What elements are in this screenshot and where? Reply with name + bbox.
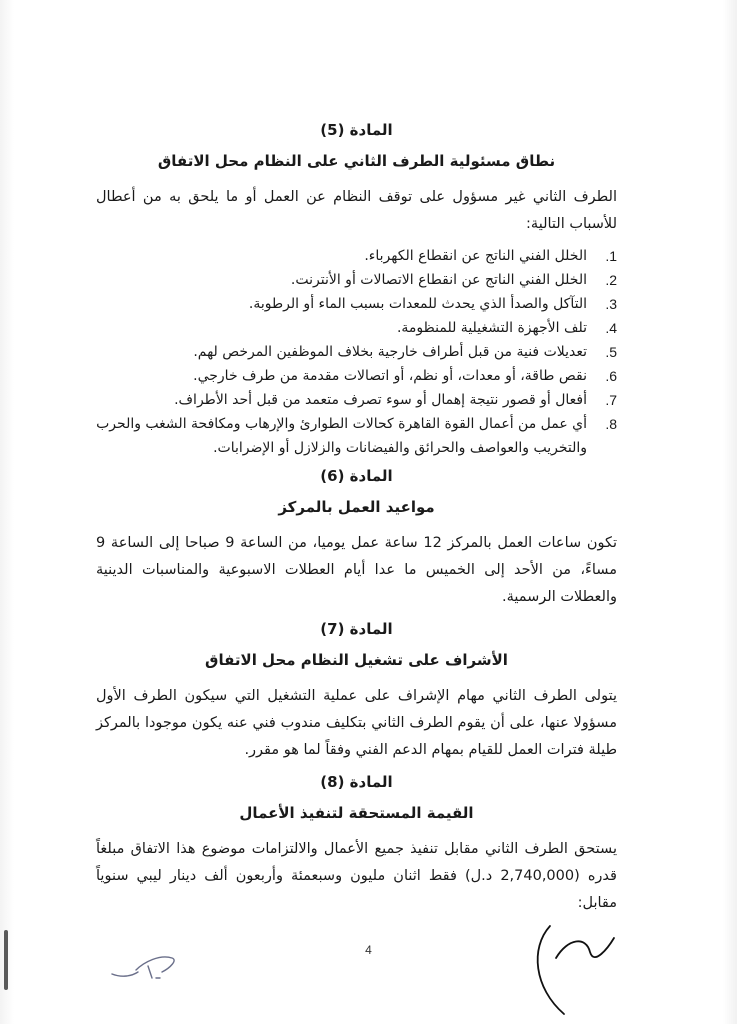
list-item-number: 3. — [605, 296, 617, 312]
list-item-text: تلف الأجهزة التشغيلية للمنظومة. — [396, 320, 587, 336]
article-5-heading: المادة (5) — [320, 121, 393, 139]
list-item-number: 5. — [605, 344, 617, 360]
scan-edge-mark — [4, 930, 8, 990]
article-6-title: مواعيد العمل بالمركز — [278, 498, 435, 516]
article-7-title: الأشراف على تشغيل النظام محل الاتفاق — [205, 651, 508, 669]
article-8-title: القيمة المستحقة لتنفيذ الأعمال — [239, 804, 474, 822]
list-item-number: 7. — [605, 392, 617, 408]
article-7-body: يتولى الطرف الثاني مهام الإشراف على عملية التشغيل التي سيكون الطرف الأول مسؤولا عنها، على أن يقوم الطرف الثاني بتكليف مندوب فني عنه يكون موجودا بالمركز طيلة فترات العمل للقيام بمهام الدعم الفني وفقاً لما هو مقرر. — [96, 688, 617, 758]
list-item-number: 4. — [605, 320, 617, 336]
list-item — [96, 388, 617, 412]
article-5-intro: الطرف الثاني غير مسؤول على توقف النظام عن العمل أو ما يلحق به من أعطال للأسباب التالية: — [96, 189, 617, 232]
list-item-text: نقص طاقة، أو معدات، أو نظم، أو اتصالات مقدمة من طرف خارجي. — [193, 368, 587, 384]
list-item-text: أفعال أو قصور نتيجة إهمال أو سوء تصرف متعمد من قبل أحد الأطراف. — [174, 392, 587, 408]
list-item — [96, 412, 617, 460]
list-item-text: أي عمل من أعمال القوة القاهرة كحالات الطوارئ والإرهاب ومكافحة الشغب والحرب والتخريب والعواصف والحرائق والفيضانات والزلازل أو الإضرابات. — [96, 416, 587, 456]
list-item-text: تعديلات فنية من قبل أطراف خارجية بخلاف الموظفين المرخص لهم. — [193, 344, 587, 360]
article-8 — [96, 770, 617, 917]
list-item — [96, 292, 617, 316]
list-item — [96, 340, 617, 364]
article-6-body: تكون ساعات العمل بالمركز 12 ساعة عمل يوميا، من الساعة 9 صباحا إلى الساعة 9 مساءً، من الأحد إلى الخميس ما عدا أيام العطلات الاسبوعية والمناسبات الدينية والعطلات الرسمية. — [96, 535, 617, 605]
article-5-list — [96, 244, 617, 460]
article-7-heading: المادة (7) — [320, 620, 393, 638]
handwritten-signature-icon — [520, 918, 620, 1018]
article-6 — [96, 464, 617, 611]
article-5 — [96, 118, 617, 460]
article-8-heading: المادة (8) — [320, 773, 393, 791]
list-item — [96, 244, 617, 268]
document-body — [96, 118, 617, 923]
list-item-text: الخلل الفني الناتج عن انقطاع الكهرباء. — [364, 248, 587, 264]
list-item-number: 2. — [605, 272, 617, 288]
page-number: 4 — [365, 943, 372, 957]
list-item-number: 8. — [605, 416, 617, 432]
list-item-text: الخلل الفني الناتج عن انقطاع الاتصالات أو الأنترنت. — [290, 272, 587, 288]
list-item — [96, 268, 617, 292]
initials-signature-icon — [108, 948, 188, 988]
article-6-heading: المادة (6) — [320, 467, 393, 485]
list-item-number: 6. — [605, 368, 617, 384]
list-item-number: 1. — [605, 248, 617, 264]
article-8-body: يستحق الطرف الثاني مقابل تنفيذ جميع الأعمال والالتزامات موضوع هذا الاتفاق مبلغاً قدره (2,740,000 د.ل) فقط اثنان مليون وسبعمئة وأربعون ألف دينار ليبي سنوياً مقابل: — [96, 841, 617, 911]
list-item — [96, 316, 617, 340]
article-5-title: نطاق مسئولية الطرف الثاني على النظام محل الاتفاق — [157, 152, 556, 170]
article-7 — [96, 617, 617, 764]
list-item-text: التآكل والصدأ الذي يحدث للمعدات بسبب الماء أو الرطوبة. — [248, 296, 587, 312]
list-item — [96, 364, 617, 388]
